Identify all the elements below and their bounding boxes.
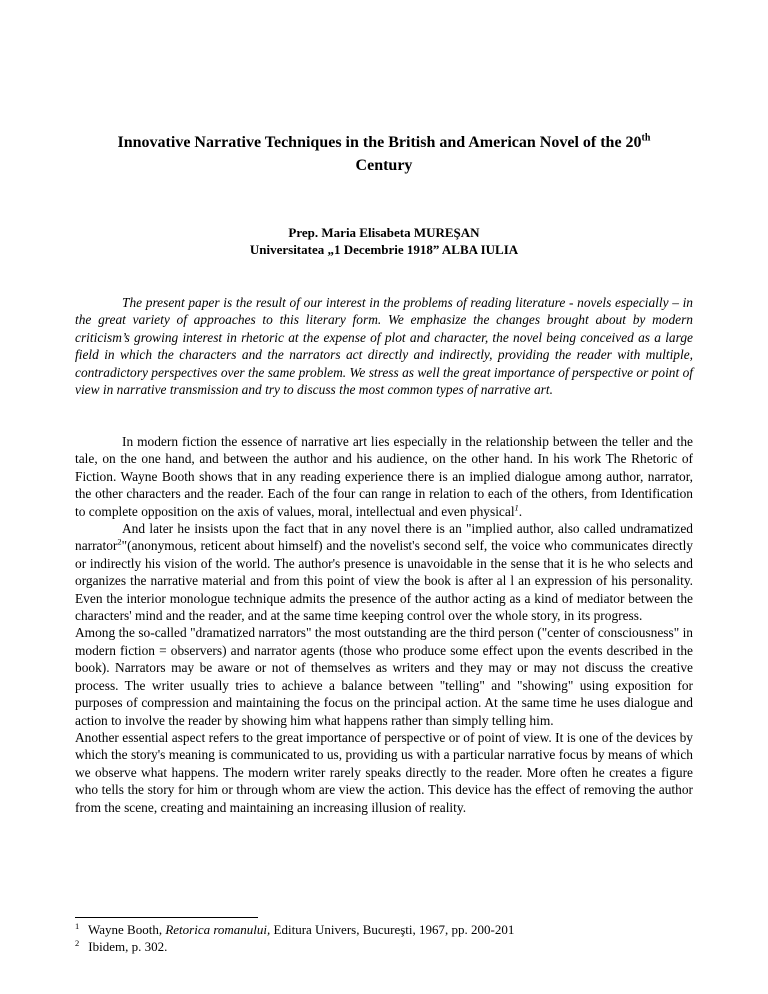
title-superscript: th	[641, 132, 651, 144]
title-main: Innovative Narrative Techniques in the British and American Novel of the 20	[117, 134, 642, 151]
paragraph-2-rest: "(anonymous, reticent about himself) and the novelist's second self, the voice who communicates directly or indirectly his vision of the world. The author's presence is unavoidable in the sense that it is he who selects and organizes the narrative material and from this point of view the book is after al l an expression of his personality. Even the interior monologue technique admits the presence of the author acting as a kind of mediator between the characters' mind and the reader, and at the same time keeping control over the whole story, in its progress.	[75, 538, 693, 624]
paragraph-2-start: And later he insists upon the fact that in any novel there is an "implied author, also called undramatized narrator	[75, 521, 693, 554]
footnote-ref-1[interactable]: 1	[514, 502, 519, 513]
footnote-1: 1 Wayne Booth, Retorica romanului, Editura Univers, Bucureşti, 1967, pp. 200-201	[75, 920, 515, 937]
abstract: The present paper is the result of our interest in the problems of reading literature - novels especially – in the great variety of approaches to this literary form. We emphasize the changes brought about by modern criticism’s growing interest in rhetoric at the expense of plot and character, the novel being conceived as a large field in which the characters and the narrators act directly and indirectly, providing the reader with multiple, contradictory perspectives over the same problem. We stress as well the great importance of perspective or point of view in narrative transmission and try to discuss the most common types of narrative art.	[75, 295, 693, 398]
footnote-1-rest: Editura Univers, Bucureşti, 1967, pp. 200-201	[273, 922, 515, 937]
footnote-divider	[75, 917, 258, 918]
footnote-1-author: Wayne Booth,	[88, 922, 163, 937]
paragraph-1-text: In modern fiction the essence of narrative art lies especially in the relationship between the teller and the tale, on the one hand, and between the author and his audience, on the other hand. In his work The Rhetoric of Fiction. Wayne Booth shows that in any reading experience there is an implied dialogue among author, narrator, the other characters and the reader. Each of the four can range in relation to each of the others, from Identification to complete opposition on the axis of values, moral, intellectual and even physical	[75, 434, 693, 519]
footnote-2: 2 Ibidem, p. 302.	[75, 937, 168, 954]
paragraph-4: Another essential aspect refers to the great importance of perspective or of point of view. It is one of the devices by which the story's meaning is communicated to us, providing us with a particular narrative focus by means of which we observe what happens. The modern writer rarely speaks directly to the reader. More often he creates a figure who tells the story for him or through whom are view the action. This device has the effect of removing the author from the scene, creating and maintaining an increasing illusion of reality.	[75, 729, 693, 815]
author-block	[100, 224, 668, 258]
footnote-1-work: Retorica romanului,	[165, 922, 271, 937]
paragraph-2	[75, 520, 693, 624]
footnote-ref-2[interactable]: 2	[117, 536, 122, 547]
author-affiliation: Universitatea „1 Decembrie 1918” ALBA IULIA	[249, 242, 519, 257]
paragraph-1	[75, 433, 693, 520]
footnotes	[75, 921, 693, 955]
paragraph-1-end: .	[518, 503, 523, 519]
title-line2: Century	[355, 157, 413, 174]
footnote-2-text: Ibidem, p. 302.	[88, 939, 168, 954]
author-name: Prep. Maria Elisabeta MUREŞAN	[288, 225, 480, 240]
paragraph-3: Among the so-called "dramatized narrators" the most outstanding are the third person ("center of consciousness" in modern fiction = observers) and narrator agents (those who produce some effect upon the events described in the book). Narrators may be aware or not of themselves as writers and they may or may not discuss the creative process. The writer usually tries to achieve a balance between "telling" and "showing" using exposition for purposes of compression and maintaining the focus on the principal action. At the same time he uses dialogue and action to involve the reader by showing him what happens rather than simply telling him.	[75, 625, 693, 728]
body-text	[75, 433, 693, 816]
paper-title	[100, 131, 668, 177]
